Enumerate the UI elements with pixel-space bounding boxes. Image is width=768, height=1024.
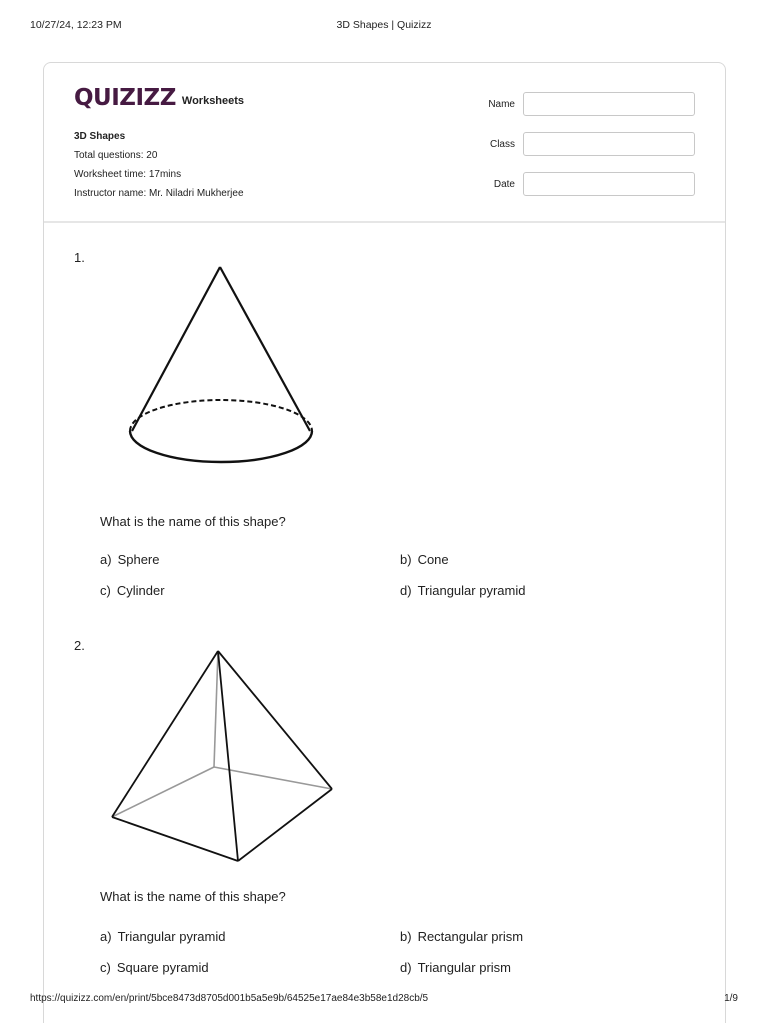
option-b[interactable] bbox=[400, 929, 523, 944]
option-label: Sphere bbox=[117, 552, 160, 567]
class-field[interactable] bbox=[523, 132, 695, 156]
worksheet-meta bbox=[74, 127, 244, 203]
name-label: Name bbox=[488, 98, 515, 110]
worksheet-title: 3D Shapes bbox=[74, 131, 126, 142]
option-c[interactable] bbox=[100, 583, 165, 598]
print-url: https://quizizz.com/en/print/5bce8473d8705d001b5a5e9b/64525e17ae84e3b58e1d28cb/5 bbox=[30, 993, 429, 1004]
option-label: Rectangular prism bbox=[417, 929, 524, 944]
name-field-row bbox=[475, 92, 695, 116]
option-label: Triangular pyramid bbox=[117, 929, 226, 944]
worksheet-header bbox=[44, 63, 725, 223]
option-label: Cylinder bbox=[116, 583, 165, 598]
total-questions: Total questions: 20 bbox=[74, 150, 158, 161]
logo bbox=[74, 85, 244, 111]
class-label: Class bbox=[489, 138, 515, 150]
option-b[interactable] bbox=[400, 552, 449, 567]
option-a[interactable] bbox=[100, 929, 225, 944]
date-label: Date bbox=[493, 178, 515, 190]
option-label: Triangular pyramid bbox=[417, 583, 526, 598]
option-d[interactable] bbox=[400, 583, 525, 598]
option-letter: c) bbox=[100, 583, 111, 598]
option-letter: a) bbox=[100, 552, 112, 567]
pyramid-image bbox=[106, 645, 338, 867]
option-d[interactable] bbox=[400, 960, 511, 975]
print-datetime: 10/27/24, 12:23 PM bbox=[30, 19, 122, 31]
option-letter: a) bbox=[100, 929, 112, 944]
option-letter: b) bbox=[400, 929, 412, 944]
print-page-title: 3D Shapes | Quizizz bbox=[336, 19, 432, 31]
worksheet-time: Worksheet time: 17mins bbox=[74, 169, 182, 180]
date-field-row bbox=[475, 172, 695, 196]
class-field-row bbox=[475, 132, 695, 156]
option-label: Cone bbox=[417, 552, 449, 567]
question-number: 2. bbox=[74, 638, 85, 653]
print-page-number: 1/9 bbox=[724, 993, 738, 1004]
option-a[interactable] bbox=[100, 552, 159, 567]
option-letter: d) bbox=[400, 583, 412, 598]
name-field[interactable] bbox=[523, 92, 695, 116]
question-number: 1. bbox=[74, 250, 85, 265]
option-label: Triangular prism bbox=[417, 960, 511, 975]
option-letter: b) bbox=[400, 552, 412, 567]
option-letter: d) bbox=[400, 960, 412, 975]
option-c[interactable] bbox=[100, 960, 209, 975]
cone-image bbox=[124, 261, 324, 471]
question-text: What is the name of this shape? bbox=[100, 889, 286, 904]
quizizz-logo: QUIZIZZ bbox=[74, 85, 176, 111]
instructor-name: Instructor name: Mr. Niladri Mukherjee bbox=[74, 188, 244, 199]
question-text: What is the name of this shape? bbox=[100, 514, 286, 529]
option-letter: c) bbox=[100, 960, 111, 975]
option-label: Square pyramid bbox=[116, 960, 209, 975]
date-field[interactable] bbox=[523, 172, 695, 196]
worksheet bbox=[43, 62, 726, 1023]
logo-subtitle: Worksheets bbox=[181, 95, 245, 107]
